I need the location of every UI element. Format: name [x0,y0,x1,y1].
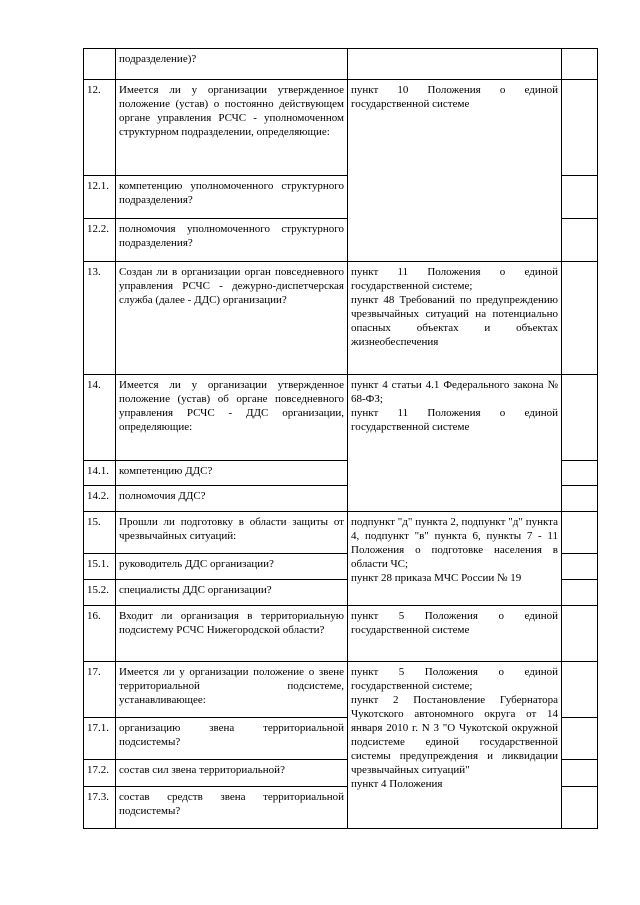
reference-text: пункт 10 Положения о единой государственной системе [351,84,558,110]
question-text: специалисты ДДС организации? [116,580,348,606]
reference-cell [348,662,562,829]
reference-cell [348,512,562,606]
answer-cell[interactable] [562,49,598,80]
answer-cell[interactable] [562,219,598,262]
reference-cell [348,49,562,80]
answer-cell[interactable] [562,554,598,580]
reference-text: пункт 4 статьи 4.1 Федерального закона № 68-ФЗ; [351,379,558,405]
question-text: Имеется ли у организации утвержденное положение (устав) об органе повседневного управления РСЧС - ДДС организации, определяющие: [116,375,348,461]
item-number: 17.3. [84,787,116,829]
answer-cell[interactable] [562,262,598,375]
answer-cell[interactable] [562,375,598,461]
question-text: подразделение)? [116,49,348,80]
item-number [84,49,116,80]
question-text: состав сил звена территориальной? [116,760,348,787]
reference-cell [348,375,562,512]
reference-text: подпункт "д" пункта 2, подпункт "д" пункта 4, подпункт "в" пункта 6, пункты 7 - 11 Положения о подготовке населения в области ЧС; [351,516,558,570]
question-text: Имеется ли у организации утвержденное положение (устав) о постоянно действующем органе управления РСЧС - уполномоченном структурном подразделении, определяющие: [116,80,348,176]
question-text: полномочия уполномоченного структурного подразделения? [116,219,348,262]
item-number: 15. [84,512,116,554]
item-number: 12. [84,80,116,176]
reference-text: пункт 48 Требований по предупреждению чрезвычайных ситуаций на потенциально опасных объектах и объектах жизнеобеспечения [351,294,558,348]
question-text: организацию звена территориальной подсистемы? [116,718,348,760]
table-row [84,80,598,176]
answer-cell[interactable] [562,80,598,176]
reference-cell [348,80,562,262]
answer-cell[interactable] [562,580,598,606]
reference-cell [348,606,562,662]
question-text: руководитель ДДС организации? [116,554,348,580]
answer-cell[interactable] [562,486,598,512]
answer-cell[interactable] [562,760,598,787]
item-number: 16. [84,606,116,662]
answer-cell[interactable] [562,606,598,662]
reference-text: пункт 4 Положения [351,778,443,790]
item-number: 13. [84,262,116,375]
question-text: Создан ли в организации орган повседневного управления РСЧС - дежурно-диспетчерская служба (далее - ДДС) организации? [116,262,348,375]
question-text: Имеется ли у организации положение о звене территориальной подсистеме, устанавливающее: [116,662,348,718]
reference-text: пункт 5 Положения о единой государственной системе; [351,666,558,692]
item-number: 17.1. [84,718,116,760]
table-row [84,606,598,662]
answer-cell[interactable] [562,176,598,219]
reference-cell [348,262,562,375]
item-number: 17.2. [84,760,116,787]
reference-text: пункт 5 Положения о единой государственной системе [351,610,558,636]
reference-text: пункт 28 приказа МЧС России № 19 [351,572,522,584]
item-number: 15.1. [84,554,116,580]
answer-cell[interactable] [562,718,598,760]
table-row [84,262,598,375]
item-number: 14. [84,375,116,461]
table-row [84,662,598,718]
question-text: Входит ли организация в территориальную подсистему РСЧС Нижегородской области? [116,606,348,662]
question-text: Прошли ли подготовку в области защиты от чрезвычайных ситуаций: [116,512,348,554]
item-number: 17. [84,662,116,718]
reference-text: пункт 11 Положения о единой государственной системе; [351,266,558,292]
question-text: полномочия ДДС? [116,486,348,512]
item-number: 14.2. [84,486,116,512]
table-row [84,49,598,80]
question-text: состав средств звена территориальной подсистемы? [116,787,348,829]
table-row [84,375,598,461]
item-number: 12.1. [84,176,116,219]
reference-text: пункт 2 Постановление Губернатора Чукотского автономного округа от 14 января 2010 г. N 3 "О Чукотской окружной подсистеме единой государственной системы предупреждения и ликвидации чрезвычайных ситуаций" [351,694,558,776]
answer-cell[interactable] [562,787,598,829]
answer-cell[interactable] [562,461,598,486]
item-number: 14.1. [84,461,116,486]
question-text: компетенцию ДДС? [116,461,348,486]
checklist-table [83,48,598,829]
answer-cell[interactable] [562,512,598,554]
answer-cell[interactable] [562,662,598,718]
item-number: 15.2. [84,580,116,606]
question-text: компетенцию уполномоченного структурного подразделения? [116,176,348,219]
table-row [84,512,598,554]
item-number: 12.2. [84,219,116,262]
reference-text: пункт 11 Положения о единой государственной системе [351,407,558,433]
